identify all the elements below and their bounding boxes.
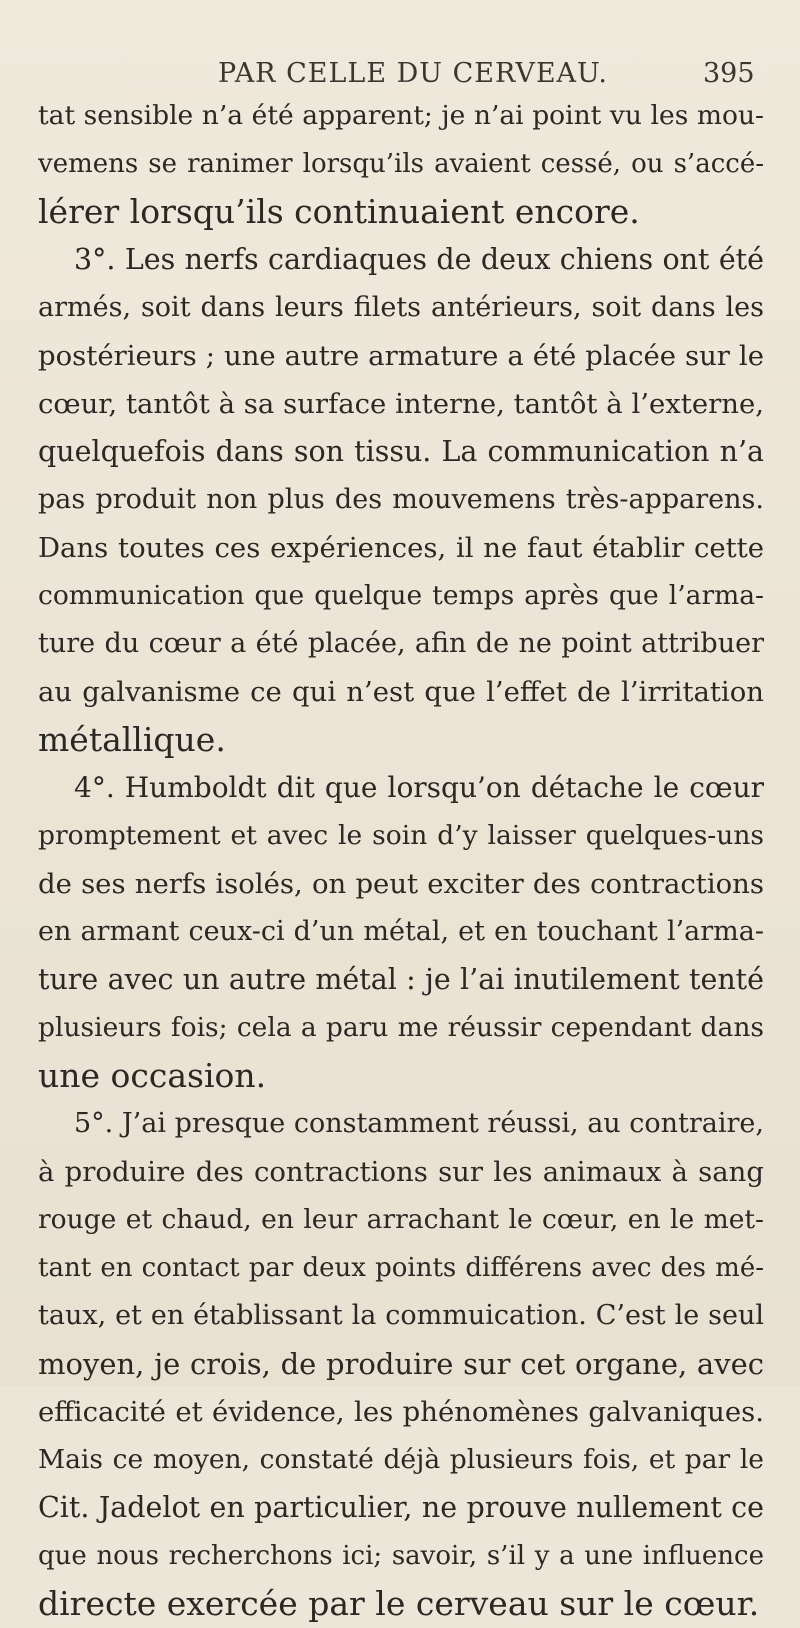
text-line: taux, et en établissant la commuication. C’est le seul xyxy=(38,1300,764,1331)
text-line: lérer lorsqu’ils continuaient encore. xyxy=(38,192,640,231)
text-line: ture du cœur a été placée, afin de ne point attribuer xyxy=(38,628,764,659)
running-head xyxy=(0,58,800,94)
running-title: PAR CELLE DU CERVEAU. xyxy=(218,58,608,89)
text-line: plusieurs fois; cela a paru me réussir cependant dans xyxy=(38,1012,764,1043)
body-text xyxy=(38,92,764,1628)
text-line: Cit. Jadelot en particulier, ne prouve nullement ce xyxy=(38,1491,764,1524)
text-line: efficacité et évidence, les phénomènes galvaniques. xyxy=(38,1396,764,1428)
paragraph-start-3: 3°. Les nerfs cardiaques de deux chiens ont été xyxy=(74,243,764,276)
text-line: tant en contact par deux points différens avec des mé- xyxy=(38,1253,764,1283)
paragraph-start-5: 5°. J’ai presque constamment réussi, au contraire, xyxy=(74,1108,764,1139)
text-line: directe exercée par le cerveau sur le cœur. xyxy=(38,1584,760,1623)
text-line: pas produit non plus des mouvemens très-apparens. xyxy=(38,484,764,515)
text-line: métallique. xyxy=(38,720,226,759)
text-line: postérieurs ; une autre armature a été placée sur le xyxy=(38,340,764,372)
text-line: tat sensible n’a été apparent; je n’ai point vu les mou- xyxy=(38,100,764,131)
page-number: 395 xyxy=(703,58,755,89)
text-line: quelquefois dans son tissu. La communication n’a xyxy=(38,435,764,468)
paragraph-start-4: 4°. Humboldt dit que lorsqu’on détache le cœur xyxy=(74,771,764,804)
text-line: de ses nerfs isolés, on peut exciter des contractions xyxy=(38,868,764,900)
text-line: cœur, tantôt à sa surface interne, tantôt à l’externe, xyxy=(38,388,764,420)
text-line: en armant ceux-ci d’un métal, et en touchant l’arma- xyxy=(38,916,764,947)
text-line: communication que quelque temps après que l’arma- xyxy=(38,580,764,611)
text-line: ture avec un autre métal : je l’ai inutilement tenté xyxy=(38,963,764,996)
text-line: rouge et chaud, en leur arrachant le cœur, en le met- xyxy=(38,1204,764,1235)
text-line: à produire des contractions sur les animaux à sang xyxy=(38,1156,764,1188)
text-line: Mais ce moyen, constaté déjà plusieurs fois, et par le xyxy=(38,1444,764,1475)
text-line: une occasion. xyxy=(38,1056,267,1095)
text-line: Dans toutes ces expériences, il ne faut établir cette xyxy=(38,532,764,564)
text-line: moyen, je crois, de produire sur cet organe, avec xyxy=(38,1347,764,1381)
text-line: armés, soit dans leurs filets antérieurs, soit dans les xyxy=(38,292,764,323)
text-line: que nous recherchons ici; savoir, s’il y a une influence xyxy=(38,1541,764,1571)
text-line: au galvanisme ce qui n’est que l’effet de l’irritation xyxy=(38,676,764,708)
text-line: promptement et avec le soin d’y laisser quelques-uns xyxy=(38,820,764,851)
text-line: vemens se ranimer lorsqu’ils avaient cessé, ou s’accé- xyxy=(38,149,764,179)
